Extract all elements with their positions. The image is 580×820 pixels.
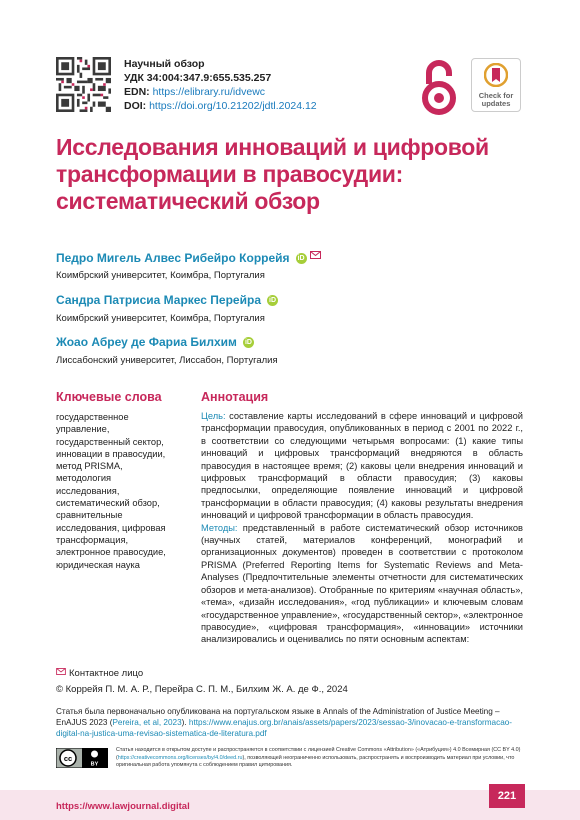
envelope-icon [56, 668, 66, 675]
envelope-icon[interactable] [310, 251, 321, 259]
orcid-icon[interactable]: iD [269, 297, 276, 305]
abstract-methods: Методы: представленный в работе систематический обзор источников (научных статей, материалов конференций, монографий и организационных документов) проведен в соответствии с протоколом PRISMA (Preferred Reporting Items for Systematic Reviews and Meta-Analyses (Предпочтительные элементы отчетности для систематических обзоров и мета-анализов). Отобранные по критериям «научная область», «тема», «дизайн исследования», «год публикации» и ключевым словам «государственное управление», «государственный сектор», «электронное правосудие», «цифровая трансформация», «инновации» источники анализировались и оценивались по пяти основным аспектам: [201, 522, 523, 645]
qr-code-icon [56, 57, 111, 112]
abstract-title: Аннотация [201, 390, 269, 404]
abstract-aim: Цель: составление карты исследований в сфере инноваций и цифровой трансформации правосудия, опубликованных в период с 2001 по 2022 г., в соответствии со следующими четырьмя вопросами: (1) какие типы инноваций и цифровых трансформаций внедряются в область правосудия в настоящее время; (2) каковы цели внедрения инноваций и цифровых трансформаций в области правосудия; (3) каковы предпосылки, определяющие появление инноваций и цифровой трансформации в области правосудия; (4) каковы результаты внедрения инноваций и цифровой трансформации в область правосудия. [201, 411, 523, 521]
orcid-icon[interactable]: iD [244, 339, 252, 347]
orcid-icon[interactable]: iD [297, 255, 305, 263]
check-for-updates-line2: updates [481, 99, 511, 108]
check-for-updates-button[interactable] [471, 58, 521, 112]
aim-label: Цель: [201, 411, 226, 421]
license-text: Статья находится в открытом доступе и распространяется в соответствии с лицензией Creative Commons «Attribution» («Атрибуция») 4.0 Всемирная (CC BY 4.0) (https://creativecommons.org/licenses/by/4.0/deed.ru), позволяющей неограниченно использовать, распространять и воспроизводить материал при условии, что оригинальная работа упомянута с соблюдением правил цитирования. [116, 747, 521, 769]
page-number: 221 [489, 784, 525, 808]
check-for-updates-line1: Check for [478, 91, 514, 100]
edn-line: EDN: https://elibrary.ru/idvewc [124, 86, 266, 98]
methods-label: Методы: [201, 522, 238, 533]
author-name: Жоао Абреу де Фариа Билхим [56, 335, 237, 349]
keywords-text: государственное управление, государственный сектор, инновации в правосудии, метод PRISMA, методология исследования, систематический обзор, сравнительные исследования, цифровая трансформация, электронное правосудие, юридическая наука [56, 412, 166, 570]
author-name: Педро Мигель Алвес Рибейро Коррейя [56, 251, 290, 265]
journal-url[interactable]: https://www.lawjournal.digital [56, 801, 190, 812]
udc-code: УДК 34:004:347.9:655.535.257 [124, 72, 272, 84]
author-3 [56, 335, 254, 349]
contact-note: Контактное лицо [56, 668, 143, 679]
article-title: Исследования инноваций и цифровой трансформации в правосудии: систематический обзор [56, 134, 489, 214]
author-name: Сандра Патрисиа Маркес Перейра [56, 293, 261, 307]
license-link[interactable]: https://creativecommons.org/licenses/by/4.0/deed.ru [117, 754, 243, 761]
author-1-affiliation: Коимбрский университет, Коимбра, Португалия [56, 270, 265, 281]
reference-link[interactable]: Pereira, et al, 2023 [112, 718, 182, 727]
doi-line: DOI: https://doi.org/10.21202/jdtl.2024.12 [124, 100, 317, 112]
svg-text:BY: BY [90, 761, 99, 768]
doi-link[interactable]: https://doi.org/10.21202/jdtl.2024.12 [149, 100, 317, 112]
keywords-title: Ключевые слова [56, 390, 162, 404]
enajus-link[interactable]: https://www.enajus.org.br/anais/assets/papers/2023/sessao-3/inovacao-e-transformacao-digital-na-justica-uma-revisao-sistematica-de-literatura.pdf [56, 718, 513, 738]
abstract-body [201, 410, 523, 646]
author-1 [56, 251, 321, 265]
author-3-affiliation: Лиссабонский университет, Лиссабон, Португалия [56, 355, 278, 366]
check-for-updates-icon [484, 63, 508, 87]
author-2 [56, 293, 278, 307]
copyright: © Коррейя П. М. А. Р., Перейра С. П. М., Билхим Ж. А. де Ф., 2024 [56, 684, 348, 695]
article-type: Научный обзор [124, 58, 205, 70]
svg-text:cc: cc [63, 754, 73, 763]
edn-link[interactable]: https://elibrary.ru/idvewc [152, 86, 266, 98]
cc-by-icon[interactable] [56, 748, 108, 768]
open-access-icon [418, 58, 460, 116]
publication-note: Статья была первоначально опубликована на португальском языке в Annals of the Administration of Justice Meeting – EnAJUS 2023 (Pereira, et al, 2023). https://www.enajus.org.br/anais/assets/papers/2023/sessao-3/inovacao-e-transformacao-digital-na-justica-uma-revisao-sistematica-de-literatura.pdf [56, 707, 513, 738]
article-meta [124, 57, 317, 113]
author-2-affiliation: Коимбрский университет, Коимбра, Португалия [56, 313, 265, 324]
